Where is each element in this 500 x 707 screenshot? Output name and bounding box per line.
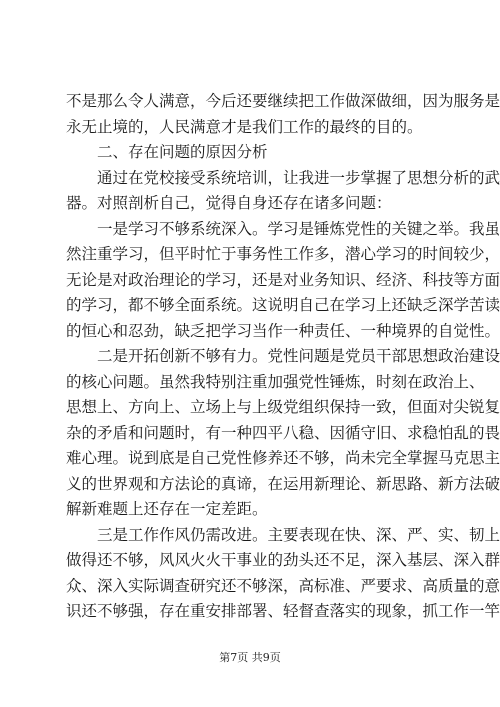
page-footer: 第7页 共9页 xyxy=(219,651,281,664)
document-body xyxy=(66,89,500,625)
text-line: 二是开拓创新不够有力。党性问题是党员干部思想政治建设 xyxy=(97,347,500,365)
text-line: 永无止境的，人民满意才是我们工作的最终的目的。 xyxy=(66,117,423,136)
text-line: 不是那么令人满意，今后还要继续把工作做深做细，因为服务是 xyxy=(66,92,500,110)
text-line: 杂的矛盾和问题时，有一种四平八稳、因循守旧、求稳怕乱的畏 xyxy=(66,423,500,442)
text-line: 众、深入实际调查研究还不够深，高标准、严要求、高质量的意 xyxy=(66,576,500,595)
text-line: 做得还不够，风风火火干事业的劲头还不足，深入基层、深入群 xyxy=(66,551,500,569)
text-line: 一是学习不够系统深入。学习是锤炼党性的关键之举。我虽 xyxy=(97,219,500,238)
text-line: 二、存在问题的原因分析 xyxy=(97,143,268,161)
text-line: 思想上、方向上、立场上与上级党组织保持一致，但面对尖锐复 xyxy=(66,398,500,416)
text-line: 的核心问题。虽然我特别注重加强党性锤炼，时刻在政治上、 xyxy=(66,372,485,391)
text-line: 识还不够强，存在重安排部署、轻督查落实的现象，抓工作一竿 xyxy=(66,602,500,620)
text-line: 器。对照剖析自己，觉得自身还存在诸多问题： xyxy=(66,194,392,212)
text-line: 通过在党校接受系统培训，让我进一步掌握了思想分析的武 xyxy=(97,168,500,187)
text-line: 然注重学习，但平时忙于事务性工作多，潜心学习的时间较少， xyxy=(66,245,500,263)
text-line: 三是工作作风仍需改进。主要表现在快、深、严、实、韧上 xyxy=(97,525,500,544)
text-line: 无论是对政治理论的学习，还是对业务知识、经济、科技等方面 xyxy=(66,270,500,289)
text-line: 解新难题上还存在一定差距。 xyxy=(66,500,268,518)
text-line: 义的世界观和方法论的真谛，在运用新理论、新思路、新方法破 xyxy=(66,474,500,493)
text-line: 难心理。说到底是自己党性修养还不够，尚未完全掌握马克思主 xyxy=(66,449,500,467)
text-line: 的学习，都不够全面系统。这说明自己在学习上还缺乏深学苦读 xyxy=(66,296,500,314)
text-line: 的恒心和忍劲，缺乏把学习当作一种责任、一种境界的自觉性。 xyxy=(66,321,500,340)
